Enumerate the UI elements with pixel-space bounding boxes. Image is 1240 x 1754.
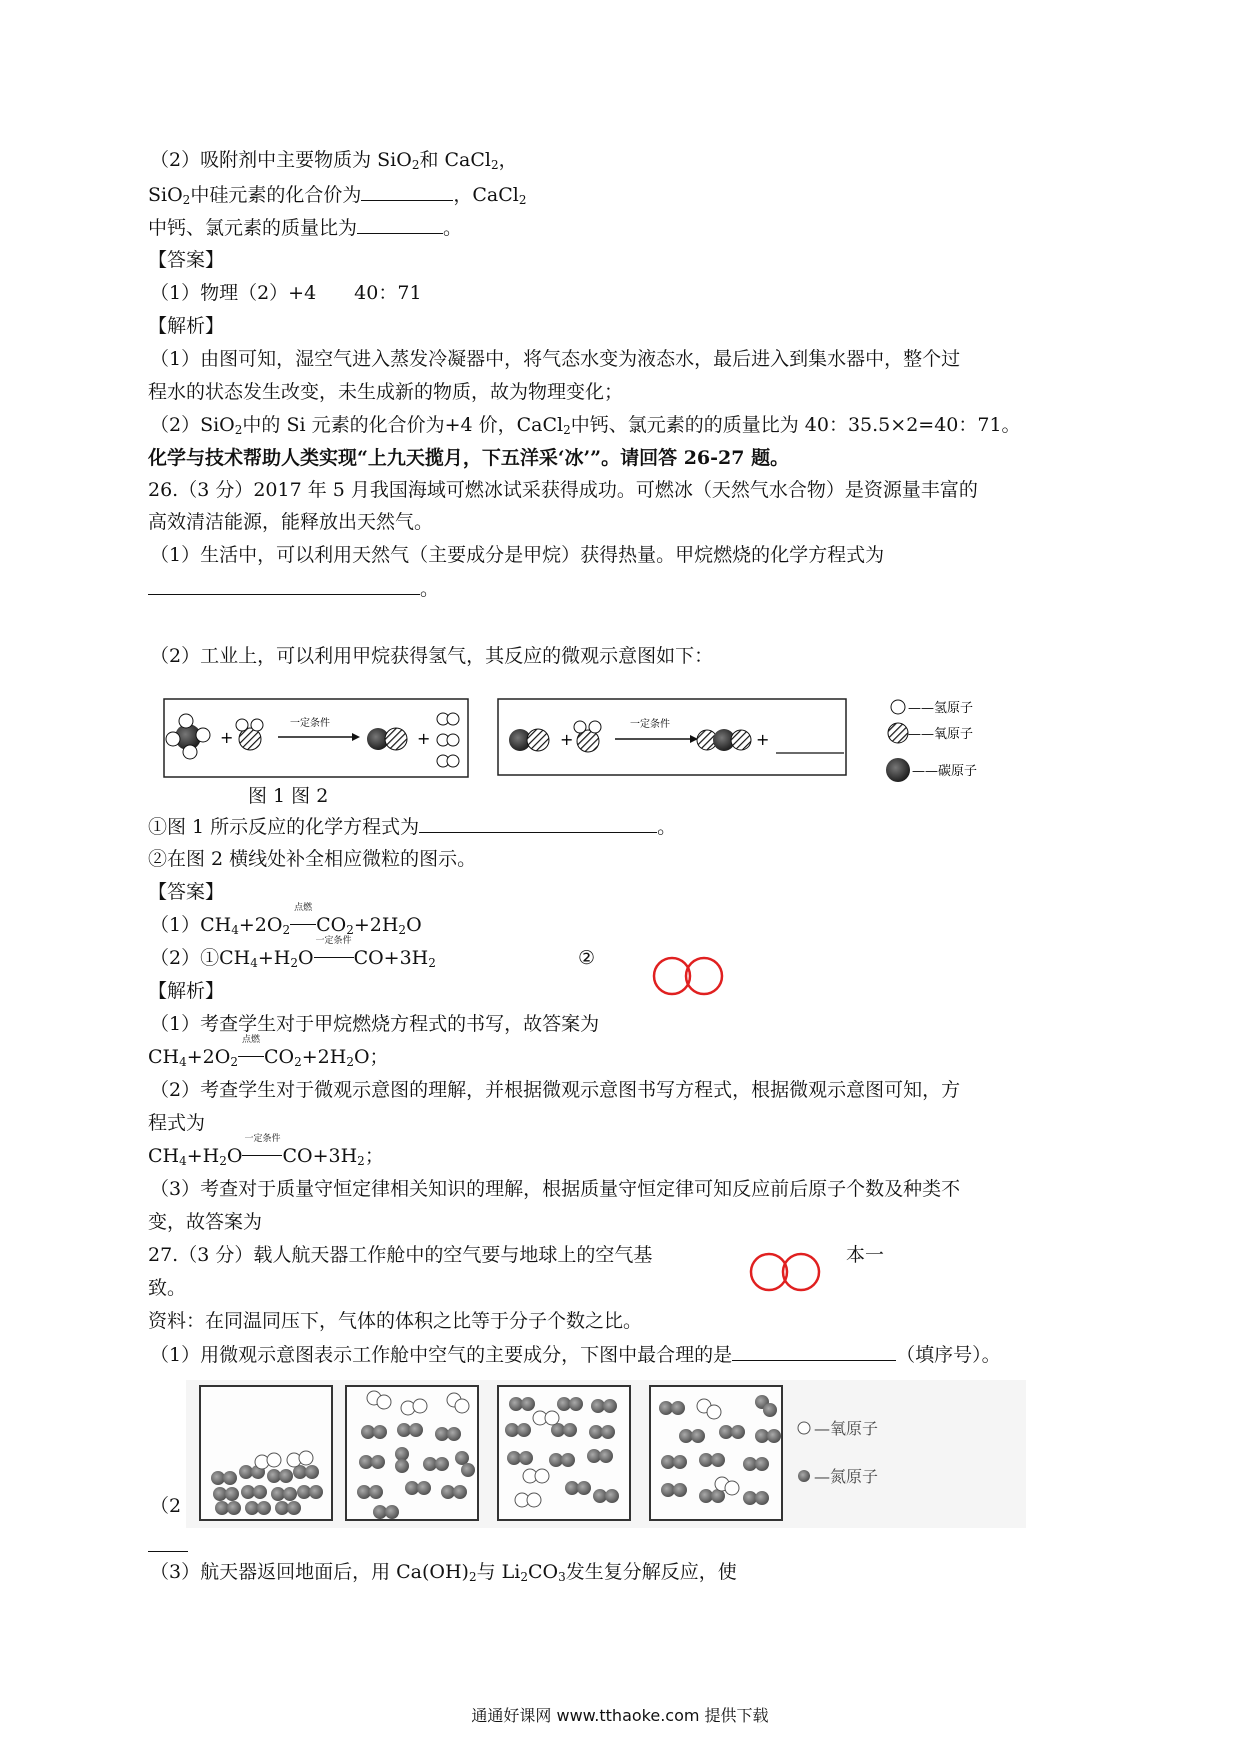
figure-caption: 图 1 图 2 [248, 785, 329, 807]
q26-line: （1）生活中，可以利用天然气（主要成分是甲烷）获得热量。甲烷燃烧的化学方程式为 [150, 544, 885, 566]
reaction-condition: 一定条件 [242, 1144, 282, 1168]
analysis-line: 程水的状态发生改变，未生成新的物质，故为物理变化； [148, 381, 624, 403]
analysis-line: （1）由图可知，湿空气进入蒸发冷凝器中，将气态水变为液态水，最后进入到集水器中，整个过 [150, 348, 961, 370]
q26-line: 高效清洁能源，能释放出天然气。 [148, 511, 434, 533]
answer-text: （1）物理（2）+4 40：71 [150, 282, 422, 304]
analysis-label: 【解析】 [148, 315, 225, 337]
answer-equation-2: $(2)①CH_4+H_2O$ 一定条件 $CO+3H_2$ [150, 936, 436, 970]
section-title: 化学与技术帮助人类实现“上九天揽月，下五洋采‘冰’”。请回答 26-27 题。 [148, 447, 790, 469]
analysis-line: 程式为 [148, 1112, 206, 1134]
q27-subquestion-3: （3）航天器返回地面后，用 $Ca(OH)_2$与 $Li_2CO_3$发生复分解反应，使 [150, 1561, 737, 1584]
q26-line: （2）工业上，可以利用甲烷获得氢气，其反应的微观示意图如下： [150, 645, 714, 667]
svg-text:一定条件: 一定条件 [290, 718, 330, 729]
svg-text:+: + [756, 730, 770, 749]
figure2-box [498, 699, 846, 775]
air-composition-options [186, 1380, 1036, 1530]
analysis-label: 【解析】 [148, 980, 225, 1002]
q27-line: 致。 [148, 1277, 187, 1299]
analysis-line: （1）考查学生对于甲烷燃烧方程式的书写，故答案为 [150, 1013, 600, 1035]
q26-line: 26.（3 分）2017 年 5 月我国海域可燃冰试采获得成功。可燃冰（天然气水合物）是资源量丰富的 [148, 479, 978, 501]
q26-subquestion-2: ②在图 2 横线处补全相应微粒的图示。 [148, 848, 477, 870]
answer-blank [732, 1342, 896, 1361]
answer-blank [148, 576, 420, 595]
q25-part2-line2: SiO$_2$中硅元素的化合价为 ，CaCl$_2$ [148, 184, 527, 207]
answer-equation-1: $(1)CH_4+2O_2$ 点燃 $CO_2+2H_2O$ [150, 903, 422, 937]
reaction-condition: 点燃 [290, 913, 316, 937]
legend-hydrogen: ——氢原子 [908, 701, 974, 716]
fig2-reactant-1 [509, 729, 549, 751]
q27-subquestion-2: （2 [150, 1495, 182, 1517]
svg-text:一定条件: 一定条件 [630, 719, 670, 730]
answer-blank [419, 814, 657, 833]
answer-blank [357, 215, 443, 234]
reaction-condition: 一定条件 [314, 946, 354, 970]
q25-part2-line3: 中钙、氯元素的质量比为 。 [148, 217, 463, 239]
answer-molecule-diagram-2 [747, 1250, 827, 1294]
svg-text:+: + [417, 729, 431, 748]
q27-line: 27.（3 分）载人航天器工作舱中的空气要与地球上的空气基 [148, 1244, 653, 1266]
q27-line-continued: 本一 [846, 1244, 885, 1266]
analysis-line: （2）SiO$_2$中的 Si 元素的化合价为+4 价，CaCl$_2$中钙、氯元素的的质量比为 40：35.5×2=40：71。 [150, 414, 1021, 437]
analysis-line: 变，故答案为 [148, 1211, 263, 1233]
fig2-product-co2 [697, 729, 751, 751]
short-underline [148, 1551, 188, 1552]
co-molecule [367, 728, 407, 750]
q25-part2-line1: （2）吸附剂中主要物质为 SiO$_2$和 CaCl$_2$， [150, 149, 518, 172]
analysis-line: （2）考查学生对于微观示意图的理解，并根据微观示意图书写方程式，根据微观示意图可知，方 [150, 1079, 961, 1101]
q27-subquestion-1: （1）用微观示意图表示工作舱中空气的主要成分，下图中最合理的是 （填序号）。 [150, 1344, 1001, 1366]
answer-label: 【答案】 [148, 881, 225, 903]
svg-text:+: + [560, 730, 574, 749]
svg-text:+: + [220, 728, 234, 747]
legend-oxygen: ——氧原子 [908, 727, 974, 742]
q26-subquestion-1: ①图 1 所示反应的化学方程式为 。 [148, 816, 677, 838]
answer-mark-2: ② [578, 947, 596, 969]
water-molecule [236, 719, 263, 750]
q27-line: 资料：在同温同压下，气体的体积之比等于分子个数之比。 [148, 1310, 643, 1332]
answer-molecule-diagram [650, 954, 730, 998]
legend-oxygen-atom: —氧原子 [814, 1419, 879, 1438]
legend-nitrogen-atom: —氮原子 [814, 1467, 879, 1486]
fig2-water-molecule [574, 721, 601, 752]
reaction-condition: 点燃 [238, 1045, 264, 1069]
page-footer: 通通好课网 www.tthaoke.com 提供下载 [471, 1706, 769, 1725]
analysis-equation-2: $CH_4+H_2O$ 一定条件 $CO+3H_2$； [148, 1134, 384, 1168]
hydrogen-molecules [437, 713, 459, 767]
legend-carbon: ——碳原子 [912, 764, 978, 779]
analysis-equation-1: $CH_4+2O_2$ 点燃 $CO_2+2H_2O$； [148, 1035, 389, 1069]
answer-blank [361, 182, 453, 201]
methane-molecule [166, 714, 210, 759]
analysis-line: （3）考查对于质量守恒定律相关知识的理解，根据质量守恒定律可知反应前后原子个数及种类不 [150, 1178, 961, 1200]
q26-blank-line: 。 [148, 576, 439, 601]
answer-label: 【答案】 [148, 249, 225, 271]
